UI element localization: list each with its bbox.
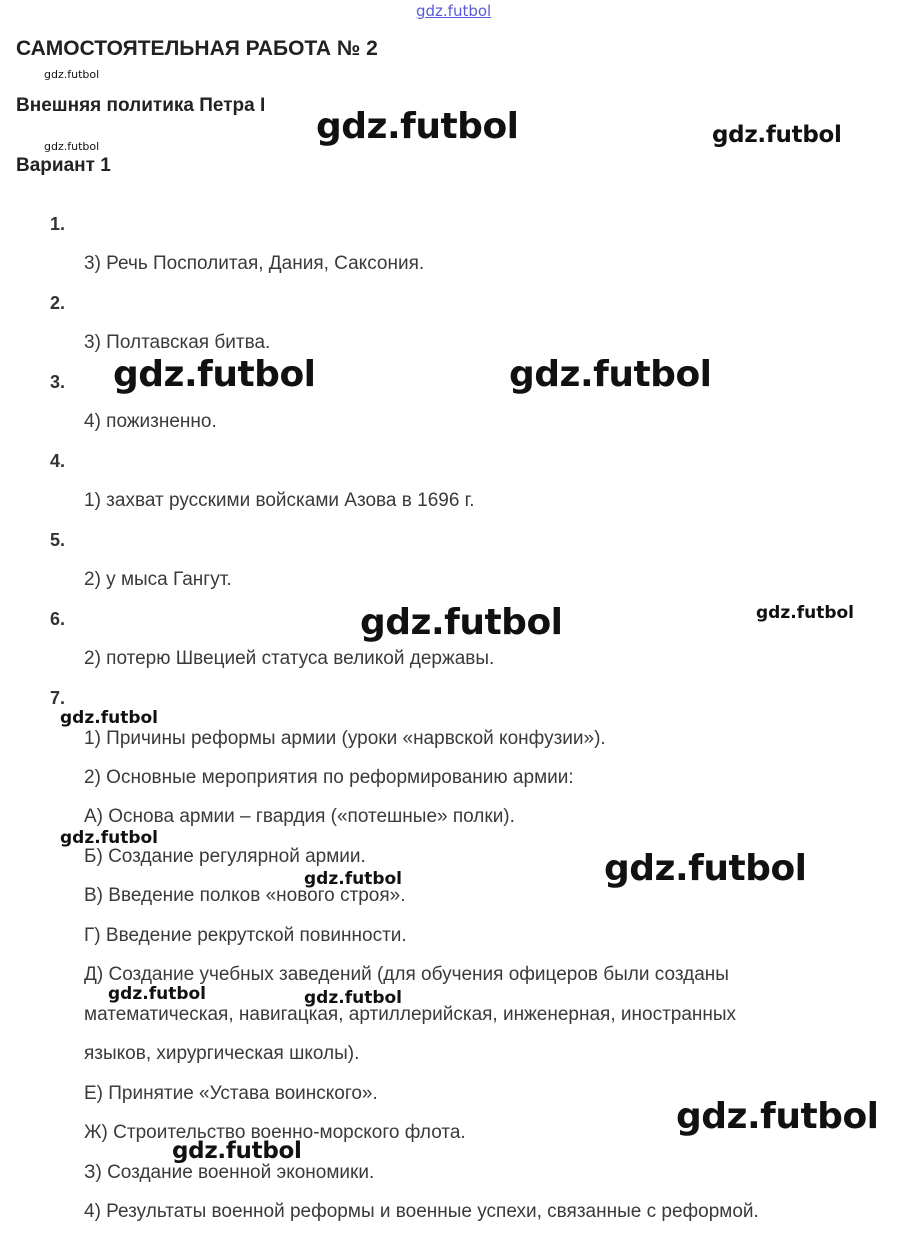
watermark: gdz.futbol (712, 122, 842, 148)
question-number: 7. (50, 688, 66, 708)
watermark: gdz.futbol (108, 984, 206, 1004)
watermark: gdz.futbol (113, 354, 316, 395)
watermark: gdz.futbol (509, 354, 712, 395)
answer-line: языков, хирургическая школы). (84, 1043, 360, 1064)
question-number: 2. (50, 293, 66, 313)
answer-line: Б) Создание регулярной армии. (84, 846, 366, 867)
watermark: gdz.futbol (44, 140, 100, 153)
answer-text: 2) потерю Швецией статуса великой державы. (84, 648, 495, 669)
watermark: gdz.futbol (60, 708, 158, 728)
watermark: gdz.futbol (360, 602, 563, 643)
watermark-top-link[interactable]: gdz.futbol (416, 2, 492, 20)
variant-heading: Вариант 1 (16, 155, 111, 176)
watermark: gdz.futbol (676, 1096, 879, 1137)
answer-line: Г) Введение рекрутской повинности. (84, 925, 407, 946)
watermark: gdz.futbol (756, 603, 854, 623)
answer-line: З) Создание военной экономики. (84, 1162, 375, 1183)
page-title: САМОСТОЯТЕЛЬНАЯ РАБОТА № 2 (16, 37, 378, 60)
answer-line: математическая, навигацкая, артиллерийская, инженерная, иностранных (84, 1004, 737, 1025)
answer-line: Д) Создание учебных заведений (для обучения офицеров были созданы (84, 964, 729, 985)
answer-line: Е) Принятие «Устава воинского». (84, 1083, 378, 1104)
answer-line: Ж) Строительство военно-морского флота. (84, 1122, 466, 1143)
watermark: gdz.futbol (172, 1138, 302, 1164)
watermark: gdz.futbol (44, 68, 100, 81)
answer-text: 3) Полтавская битва. (84, 332, 271, 353)
question-number: 1. (50, 214, 66, 234)
answer-line: 4) Результаты военной реформы и военные успехи, связанные с реформой. (84, 1201, 759, 1222)
watermark: gdz.futbol (60, 828, 158, 848)
topic-heading: Внешняя политика Петра I (16, 95, 266, 116)
answer-line: 2) Основные мероприятия по реформированию армии: (84, 767, 574, 788)
answer-text: 4) пожизненно. (84, 411, 217, 432)
answer-line: А) Основа армии – гвардия («потешные» полки). (84, 806, 515, 827)
question-number: 5. (50, 530, 66, 550)
question-number: 6. (50, 609, 66, 629)
answer-line: В) Введение полков «нового строя». (84, 885, 406, 906)
watermark: gdz.futbol (304, 988, 402, 1008)
answer-text: 3) Речь Посполитая, Дания, Саксония. (84, 253, 425, 274)
answer-line: 1) Причины реформы армии (уроки «нарвской конфузии»). (84, 728, 606, 749)
answer-text: 1) захват русскими войсками Азова в 1696 г. (84, 490, 475, 511)
watermark: gdz.futbol (316, 106, 519, 147)
watermark: gdz.futbol (604, 848, 807, 889)
question-number: 3. (50, 372, 66, 392)
answer-text: 2) у мыса Гангут. (84, 569, 232, 590)
question-number: 4. (50, 451, 66, 471)
watermark: gdz.futbol (304, 869, 402, 889)
